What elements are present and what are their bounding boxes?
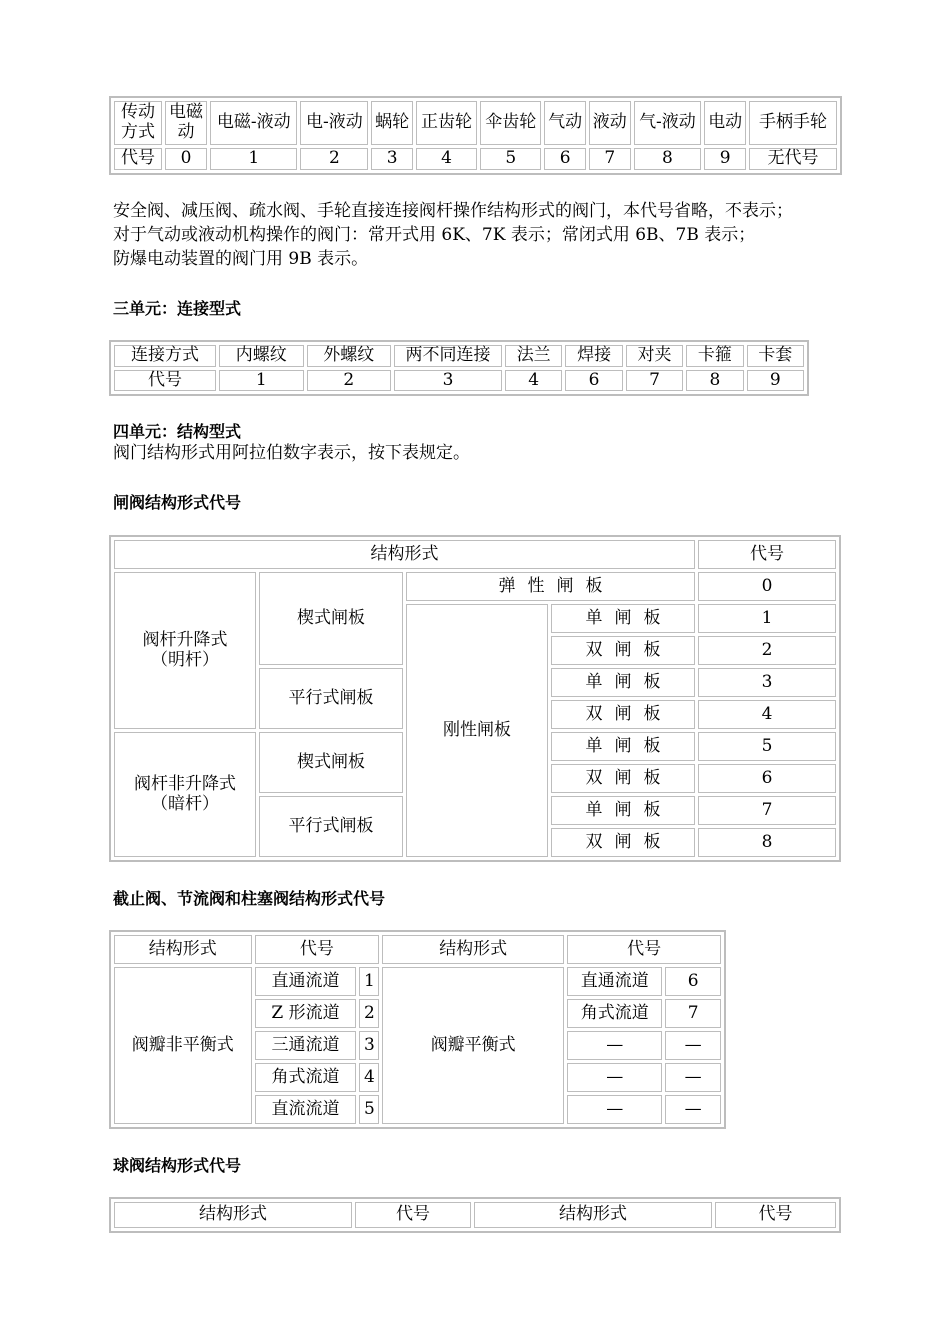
globe-right-code: — [665, 1063, 721, 1092]
gate-code: 6 [698, 764, 836, 793]
drive-code-cell: 7 [589, 148, 631, 170]
globe-valve-table [109, 930, 726, 1129]
drive-code-cell: 代号 [114, 148, 162, 170]
drive-header-cell: 电磁-液动 [210, 101, 297, 145]
gate-code: 2 [698, 636, 836, 665]
gate-code: 0 [698, 572, 836, 601]
drive-code-cell: 9 [704, 148, 746, 170]
connect-header-cell: 两不同连接 [394, 345, 502, 367]
ball-head-code: 代号 [355, 1202, 471, 1228]
note-line: 安全阀、减压阀、疏水阀、手轮直接连接阀杆操作结构形式的阀门，本代号省略，不表示； [113, 201, 793, 221]
gate-code: 3 [698, 668, 836, 697]
globe-right-name: — [567, 1031, 662, 1060]
globe-head-form: 结构形式 [382, 935, 564, 964]
globe-right-code: — [665, 1031, 721, 1060]
gate-rigid: 刚性闸板 [406, 604, 548, 857]
globe-valve-title: 截止阀、节流阀和柱塞阀结构形式代号 [113, 889, 386, 908]
globe-head-code: 代号 [255, 935, 380, 964]
connect-code-cell: 8 [686, 370, 743, 392]
gate-valve-title: 闸阀结构形式代号 [113, 493, 242, 512]
drive-code-cell: 2 [300, 148, 368, 170]
gate-elastic: 弹性闸板 [406, 572, 695, 601]
drive-header-cell: 气动 [544, 101, 586, 145]
drive-header-cell: 电-液动 [300, 101, 368, 145]
gate-code: 5 [698, 732, 836, 761]
globe-left-code: 4 [359, 1063, 379, 1092]
drive-header-cell: 气-液动 [634, 101, 702, 145]
connect-code-cell: 4 [505, 370, 562, 392]
gate-rising-l1: 阀杆升降式 [142, 629, 228, 650]
gate-code: 4 [698, 700, 836, 729]
drive-header-cell: 传动方式 [114, 101, 162, 145]
gate-double: 双闸板 [551, 700, 695, 729]
drive-header-cell: 电磁动 [165, 101, 207, 145]
globe-left-name: 直通流道 [255, 967, 357, 996]
gate-wedge: 楔式闸板 [259, 732, 403, 793]
globe-right-name: — [567, 1063, 662, 1092]
globe-unbalanced: 阀瓣非平衡式 [114, 967, 252, 1124]
globe-left-name: Z 形流道 [255, 999, 357, 1028]
drive-code-cell: 1 [210, 148, 297, 170]
gate-nonrising-stem [114, 732, 256, 857]
gate-valve-table [109, 535, 841, 862]
drive-code-cell: 6 [544, 148, 586, 170]
gate-code: 8 [698, 828, 836, 857]
globe-left-code: 2 [359, 999, 379, 1028]
gate-rising-stem [114, 572, 256, 729]
connection-type-table [109, 340, 809, 396]
drive-code-cell: 0 [165, 148, 207, 170]
connect-header-cell: 对夹 [626, 345, 683, 367]
connect-header-cell: 外螺纹 [307, 345, 392, 367]
ball-head-code: 代号 [715, 1202, 836, 1228]
drive-header-cell: 电动 [704, 101, 746, 145]
globe-right-name: 角式流道 [567, 999, 662, 1028]
globe-right-name: — [567, 1095, 662, 1124]
gate-parallel: 平行式闸板 [259, 796, 403, 857]
note-line: 防爆电动装置的阀门用 9B 表示。 [113, 249, 369, 269]
ball-head-form: 结构形式 [114, 1202, 352, 1228]
gate-nonrising-l2: （暗杆） [151, 793, 219, 814]
gate-single: 单闸板 [551, 732, 695, 761]
connect-code-cell: 1 [219, 370, 304, 392]
connect-header-cell: 卡套 [747, 345, 804, 367]
globe-right-name: 直通流道 [567, 967, 662, 996]
section-3-title: 三单元：连接型式 [113, 299, 242, 318]
drive-code-cell: 3 [371, 148, 413, 170]
note-line: 对于气动或液动机构操作的阀门：常开式用 6K、7K 表示；常闭式用 6B、7B 表示； [113, 225, 756, 245]
gate-single: 单闸板 [551, 668, 695, 697]
connect-code-cell: 3 [394, 370, 502, 392]
connect-header-cell: 内螺纹 [219, 345, 304, 367]
drive-type-table [109, 96, 842, 175]
drive-code-cell: 无代号 [749, 148, 837, 170]
drive-code-cell: 5 [480, 148, 541, 170]
ball-valve-table [109, 1197, 841, 1233]
connect-code-cell: 代号 [114, 370, 216, 392]
gate-double: 双闸板 [551, 764, 695, 793]
connect-code-cell: 9 [747, 370, 804, 392]
gate-nonrising-l1: 阀杆非升降式 [134, 773, 236, 794]
gate-code: 1 [698, 604, 836, 633]
globe-right-code: 7 [665, 999, 721, 1028]
drive-header-cell: 手柄手轮 [749, 101, 837, 145]
gate-rising-l2: （明杆） [151, 649, 219, 670]
globe-left-name: 直流流道 [255, 1095, 357, 1124]
globe-left-code: 3 [359, 1031, 379, 1060]
globe-head-code: 代号 [567, 935, 721, 964]
drive-header-cell: 蜗轮 [371, 101, 413, 145]
connect-code-cell: 6 [565, 370, 622, 392]
gate-single: 单闸板 [551, 796, 695, 825]
globe-right-code: 6 [665, 967, 721, 996]
connect-header-cell: 卡箍 [686, 345, 743, 367]
gate-parallel: 平行式闸板 [259, 668, 403, 729]
drive-header-cell: 正齿轮 [416, 101, 477, 145]
gate-double: 双闸板 [551, 636, 695, 665]
drive-header-cell: 液动 [589, 101, 631, 145]
section-4-desc: 阀门结构形式用阿拉伯数字表示，按下表规定。 [113, 443, 470, 463]
gate-head-code: 代号 [698, 540, 836, 569]
gate-single: 单闸板 [551, 604, 695, 633]
connect-header-cell: 法兰 [505, 345, 562, 367]
globe-left-code: 5 [359, 1095, 379, 1124]
ball-head-form: 结构形式 [474, 1202, 712, 1228]
globe-left-name: 三通流道 [255, 1031, 357, 1060]
drive-code-cell: 8 [634, 148, 702, 170]
globe-right-code: — [665, 1095, 721, 1124]
gate-wedge: 楔式闸板 [259, 572, 403, 665]
drive-header-cell: 伞齿轮 [480, 101, 541, 145]
drive-code-cell: 4 [416, 148, 477, 170]
section-4-title: 四单元：结构型式 [113, 422, 242, 441]
globe-left-name: 角式流道 [255, 1063, 357, 1092]
gate-double: 双闸板 [551, 828, 695, 857]
globe-head-form: 结构形式 [114, 935, 252, 964]
gate-head-form: 结构形式 [114, 540, 695, 569]
connect-code-cell: 7 [626, 370, 683, 392]
globe-left-code: 1 [359, 967, 379, 996]
connect-code-cell: 2 [307, 370, 392, 392]
ball-valve-title: 球阀结构形式代号 [113, 1156, 242, 1175]
gate-code: 7 [698, 796, 836, 825]
notes-paragraph [113, 199, 793, 271]
globe-balanced: 阀瓣平衡式 [382, 967, 564, 1124]
connect-header-cell: 焊接 [565, 345, 622, 367]
connect-header-cell: 连接方式 [114, 345, 216, 367]
